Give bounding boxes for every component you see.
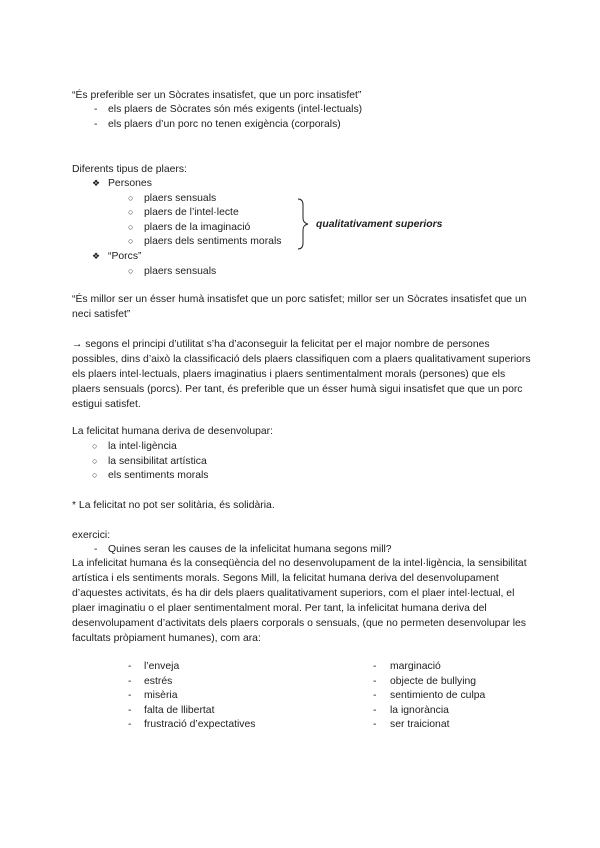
exercise-answer: La infelicitat humana és la conseqüència del no desenvolupament de la intel·ligència, la sensibilitat artística i els sentiments morals. Segons Mill, la felicitat humana deriva del desenvolupament d’aquestes activitats, és ha dir dels plaers qualitativament superiors, com el plaer intel·lectual, el plaer imaginatiu o el plaer sentimentalment moral. Per tant, la infelicitat humana deriva del desenvolupament d’activitats dels plaers corporals o sensuals, (que no permeten desenvolupar les facultats pròpiament humanes), com ara: <box>72 558 527 644</box>
exercise-question: Quines seran les causes de la infelicitat humana segons mill? <box>108 544 392 555</box>
dash-marker: - <box>128 661 132 672</box>
circle-bullet-icon: ○ <box>128 193 134 203</box>
dash-marker: - <box>94 119 98 130</box>
dash-marker: - <box>128 690 132 701</box>
dash-marker: - <box>128 676 132 687</box>
quote1-item-2: els plaers d’un porc no tenen exigència (corporals) <box>108 119 341 130</box>
curly-brace-icon <box>296 198 312 250</box>
dash-marker: - <box>128 705 132 716</box>
quote-1: “És preferible ser un Sòcrates insatisfet, que un porc insatisfet” <box>72 90 362 101</box>
explanation-paragraph: → segons el principi d’utilitat s’ha d’aconseguir la felicitat per el major nombre de persones possibles, dins d’això la classificació dels plaers classifiquen com a plaers qualitativament superiors els plaers intel·lectuals, plaers imaginatius i plaers sentimentalment morals (persones) que els plaers sensuals (porcs). Per tant, és preferible que un ésser humà sigui insatisfet que que un porc estigui satisfet. <box>72 339 531 410</box>
cause-right-3: sentimiento de culpa <box>390 690 486 701</box>
cause-left-5: frustració d’expectatives <box>144 719 256 730</box>
circle-bullet-icon: ○ <box>128 222 134 232</box>
persons-item-3: plaers de la imaginació <box>144 222 251 233</box>
circle-bullet-icon: ○ <box>128 236 134 246</box>
circle-bullet-icon: ○ <box>92 456 98 466</box>
note: * La felicitat no pot ser solitària, és solidària. <box>72 500 275 511</box>
circle-bullet-icon: ○ <box>128 266 134 276</box>
happiness-item-1: la intel·ligència <box>108 441 177 452</box>
dash-marker: - <box>128 719 132 730</box>
dash-marker: - <box>373 719 377 730</box>
cause-right-1: marginació <box>390 661 441 672</box>
dash-marker: - <box>373 705 377 716</box>
persons-item-4: plaers dels sentiments morals <box>144 236 282 247</box>
diamond-bullet-icon: ❖ <box>92 251 101 261</box>
circle-bullet-icon: ○ <box>92 441 98 451</box>
pigs-label: “Porcs” <box>108 251 142 262</box>
dash-marker: - <box>94 544 98 555</box>
dash-marker: - <box>94 104 98 115</box>
cause-right-5: ser traicionat <box>390 719 450 730</box>
pleasures-heading: Diferents tipus de plaers: <box>72 164 187 175</box>
persons-label: Persones <box>108 178 152 189</box>
diamond-bullet-icon: ❖ <box>92 178 101 188</box>
cause-right-4: la ignorància <box>390 705 449 716</box>
quote-2: “És millor ser un ésser humà insatisfet que un porc satisfet; millor ser un Sòcrates insatisfet que un neci satisfet” <box>72 294 527 320</box>
circle-bullet-icon: ○ <box>128 207 134 217</box>
cause-left-3: misèria <box>144 690 178 701</box>
cause-right-2: objecte de bullying <box>390 676 477 687</box>
pigs-item-1: plaers sensuals <box>144 266 217 277</box>
circle-bullet-icon: ○ <box>92 470 98 480</box>
cause-left-4: falta de llibertat <box>144 705 215 716</box>
happiness-heading: La felicitat humana deriva de desenvolupar: <box>72 426 274 437</box>
happiness-item-2: la sensibilitat artística <box>108 456 207 467</box>
quote1-item-1: els plaers de Sòcrates són més exigents (intel·lectuals) <box>108 104 363 115</box>
dash-marker: - <box>373 676 377 687</box>
persons-item-2: plaers de l’intel·lecte <box>144 207 239 218</box>
happiness-item-3: els sentiments morals <box>108 470 209 481</box>
dash-marker: - <box>373 661 377 672</box>
cause-left-1: l’enveja <box>144 661 180 672</box>
persons-item-1: plaers sensuals <box>144 193 217 204</box>
brace-label: qualitativament superiors <box>316 219 443 230</box>
cause-left-2: estrés <box>144 676 173 687</box>
dash-marker: - <box>373 690 377 701</box>
exercise-heading: exercici: <box>72 530 111 541</box>
